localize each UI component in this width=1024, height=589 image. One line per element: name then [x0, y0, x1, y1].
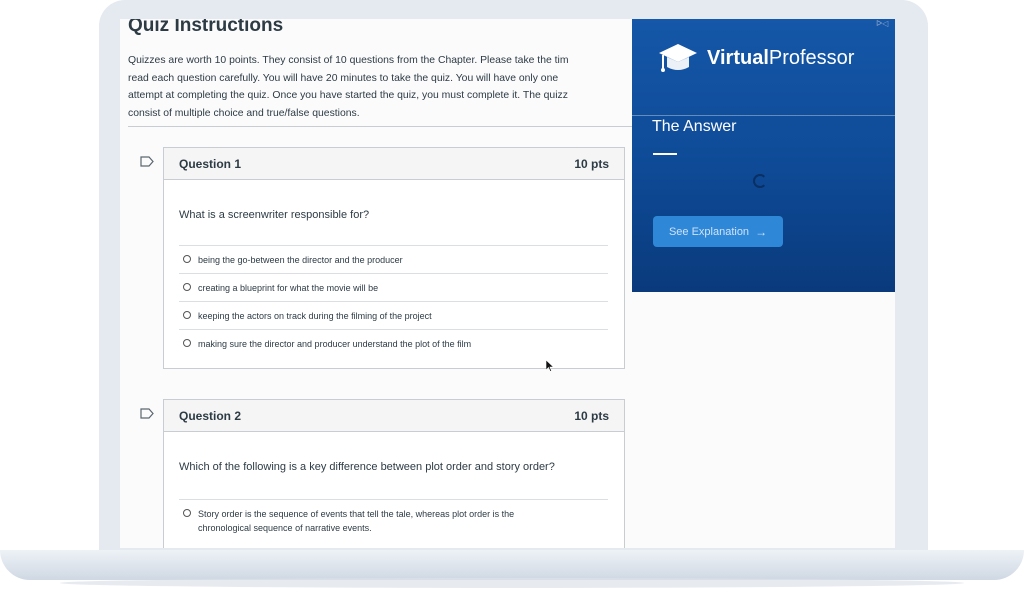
question-card-1 [163, 147, 625, 369]
answer-option[interactable] [179, 245, 608, 273]
instructions-line: attempt at completing the quiz. Once you have started the quiz, you must complete it. The quizz [128, 90, 568, 101]
answer-option[interactable] [179, 273, 608, 301]
instructions-line: Quizzes are worth 10 points. They consist of 10 questions from the Chapter. Please take the tim [128, 55, 569, 66]
question-card-2 [163, 399, 625, 548]
answer-option[interactable] [179, 301, 608, 329]
brand-name-light: Professor [768, 46, 855, 69]
graduation-cap-icon [657, 41, 699, 75]
answer-label-line: chronological sequence of narrative events. [198, 523, 372, 533]
radio-button[interactable] [183, 339, 191, 347]
radio-button[interactable] [183, 509, 191, 517]
brand-name [707, 47, 854, 70]
page-title: Quiz Instructions [128, 19, 284, 36]
heading-underline [653, 153, 677, 155]
question-title: Question 2 [179, 408, 242, 423]
answer-label-line: Story order is the sequence of events that tell the tale, whereas plot order is the [198, 509, 515, 519]
question-points: 10 pts [574, 408, 609, 423]
laptop-screen [120, 19, 895, 548]
radio-button[interactable] [183, 311, 191, 319]
question-points: 10 pts [574, 156, 609, 171]
panel-divider [632, 115, 895, 116]
answer-option[interactable] [179, 499, 608, 541]
radio-button[interactable] [183, 283, 191, 291]
laptop-shadow [60, 578, 964, 588]
spinner-icon [753, 174, 767, 188]
answer-option[interactable] [179, 329, 608, 357]
quiz-instructions [128, 52, 633, 122]
see-explanation-label: See Explanation [668, 225, 750, 238]
answer-label: creating a blueprint for what the movie will be [198, 283, 379, 293]
question-text: Which of the following is a key difference between plot order and story order? [179, 461, 555, 473]
flag-outline-icon[interactable] [140, 156, 154, 167]
divider [128, 126, 633, 127]
answer-label: keeping the actors on track during the filming of the project [198, 311, 432, 321]
question-header [164, 400, 624, 432]
panel-corner-mark: ᐅ◁ [876, 19, 889, 28]
brand-logo [657, 41, 854, 75]
see-explanation-button[interactable] [653, 216, 783, 247]
answer-list [179, 245, 608, 357]
question-header [164, 148, 624, 180]
question-text: What is a screenwriter responsible for? [179, 209, 370, 221]
mouse-pointer-icon [546, 360, 554, 372]
radio-button[interactable] [183, 255, 191, 263]
answer-label: making sure the director and producer understand the plot of the film [198, 339, 472, 349]
answer-label [198, 507, 514, 535]
answer-label: being the go-between the director and the producer [198, 255, 403, 265]
answer-list [179, 499, 608, 541]
brand-name-bold: Virtual [707, 46, 769, 69]
virtual-professor-panel [632, 19, 895, 292]
instructions-line: read each question carefully. You will have 20 minutes to take the quiz. You will have only one [128, 72, 559, 84]
instructions-line: consist of multiple choice and true/false questions. [128, 107, 360, 119]
flag-outline-icon[interactable] [140, 408, 154, 419]
question-title: Question 1 [179, 156, 242, 171]
arrow-right-icon: → [755, 224, 768, 239]
panel-heading: The Answer [652, 118, 737, 135]
laptop-base [0, 550, 1024, 580]
